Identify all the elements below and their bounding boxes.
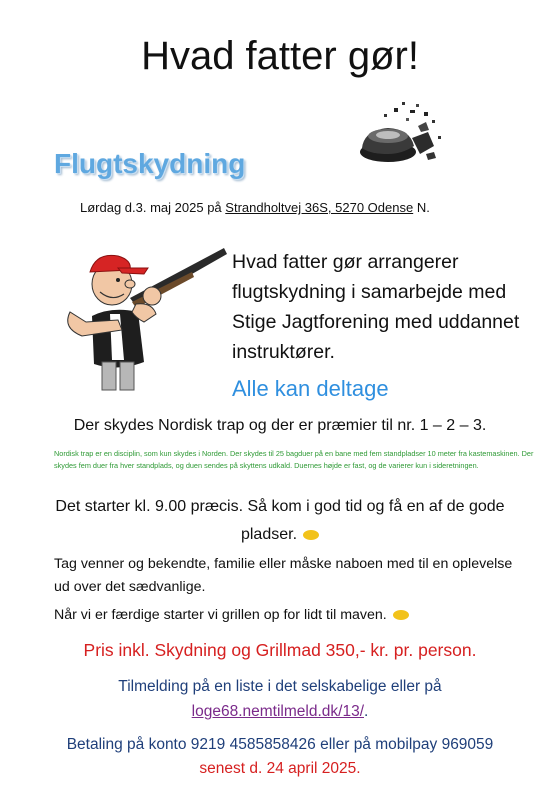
- signup-link[interactable]: loge68.nemtilmeld.dk/13/: [191, 703, 364, 720]
- shooter-illustration: [52, 232, 228, 392]
- payment-deadline: senest d. 24 april 2025.: [199, 760, 361, 777]
- event-subtitle: Flugtskydning: [54, 148, 246, 179]
- price-text: Pris inkl. Skydning og Grillmad 350,- kr. pr. person.: [83, 640, 477, 660]
- smiley-dot-icon: [303, 530, 319, 540]
- event-date: Lørdag d.3. maj 2025 på: [80, 200, 222, 215]
- grill-paragraph: [54, 607, 524, 623]
- clay-target-icon: [354, 96, 446, 176]
- trap-description: Nordisk trap er en disciplin, som kun skydes i Norden. Der skydes til 25 bagduer på en bane med fem standpladser 10 meter fra kastemaskinen. Der skydes fem duer fra hver standplads, og duen sendes på skyttens udkald. Duernes højde er fast, og de varierer kun i sideretningen.: [54, 449, 534, 470]
- payment-paragraph: [0, 733, 560, 781]
- signup-text: Tilmelding på en liste i det selskabelige eller på: [118, 678, 442, 695]
- intro-text: Hvad fatter gør arrangerer flugtskydning i samarbejde med Stige Jagtforening med uddannet instruktører.: [232, 251, 520, 363]
- bring-friends-text: Tag venner og bekendte, familie eller måske naboen med til en oplevelse ud over det sædvanlige.: [54, 556, 513, 595]
- event-address-suffix: N.: [416, 200, 430, 215]
- grill-text: Når vi er færdige starter vi grillen op for lidt til maven.: [54, 607, 387, 623]
- start-text: Det starter kl. 9.00 præcis. Så kom i god tid og få en af de gode pladser.: [55, 498, 505, 543]
- smiley-dot-icon: [393, 610, 409, 620]
- page-title: Hvad fatter gør!: [141, 34, 419, 78]
- date-location-line: [80, 200, 430, 215]
- all-welcome-text: Alle kan deltage: [232, 376, 389, 401]
- trap-headline: Der skydes Nordisk trap og der er præmier til nr. 1 – 2 – 3.: [73, 417, 487, 434]
- signup-link-suffix: .: [364, 703, 369, 720]
- signup-paragraph: [0, 674, 560, 724]
- event-address: Strandholtvej 36S, 5270 Odense: [225, 200, 414, 215]
- start-time-paragraph: [30, 493, 530, 549]
- payment-text: Betaling på konto 9219 4585858426 eller på mobilpay 969059: [66, 736, 494, 753]
